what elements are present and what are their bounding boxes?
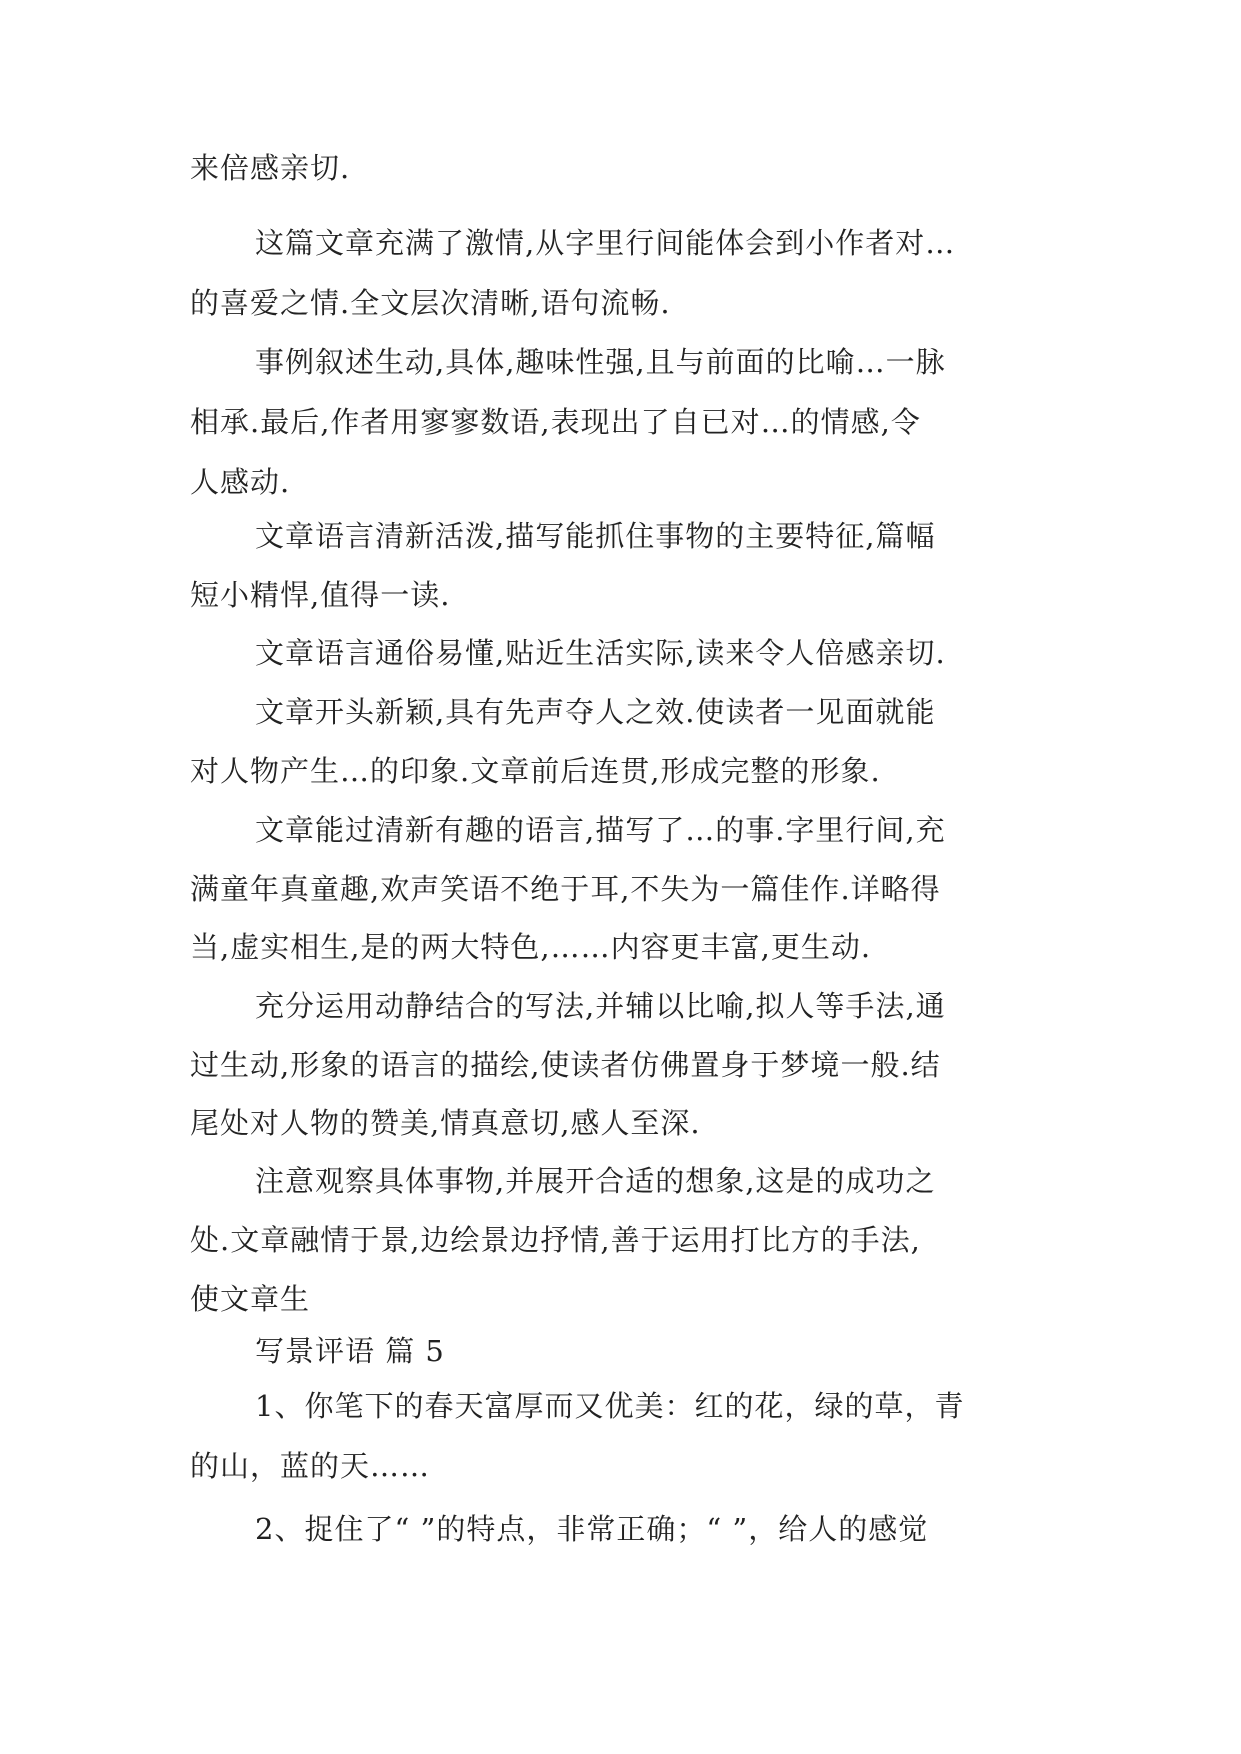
text-line: 2、捉住了“ ”的特点，非常正确；“ ”，给人的感觉 [255, 1512, 929, 1546]
text-line: 满童年真童趣,欢声笑语不绝于耳,不失为一篇佳作.详略得 [190, 872, 941, 906]
text-line: 的喜爱之情.全文层次清晰,语句流畅. [190, 286, 671, 320]
text-line: 处.文章融情于景,边绘景边抒情,善于运用打比方的手法, [190, 1223, 921, 1257]
text-line: 文章语言清新活泼,描写能抓住事物的主要特征,篇幅 [255, 519, 936, 553]
text-line: 1、你笔下的春天富厚而又优美：红的花，绿的草，青 [255, 1389, 965, 1423]
text-line: 短小精悍,值得一读. [190, 578, 451, 612]
text-line: 来倍感亲切. [190, 151, 351, 185]
text-line: 当,虚实相生,是的两大特色,……内容更丰富,更生动. [190, 930, 872, 964]
section-heading: 写景评语 篇 5 [255, 1334, 445, 1368]
text-line: 注意观察具体事物,并展开合适的想象,这是的成功之 [255, 1164, 936, 1198]
text-line: 相承.最后,作者用寥寥数语,表现出了自已对…的情感,令 [190, 405, 921, 439]
text-line: 尾处对人物的赞美,情真意切,感人至深. [190, 1106, 701, 1140]
text-line: 充分运用动静结合的写法,并辅以比喻,拟人等手法,通 [255, 989, 946, 1023]
text-line: 过生动,形象的语言的描绘,使读者仿佛置身于梦境一般.结 [190, 1048, 941, 1082]
text-line: 文章语言通俗易懂,贴近生活实际,读来令人倍感亲切. [255, 636, 946, 670]
text-line: 文章开头新颖,具有先声夺人之效.使读者一见面就能 [255, 695, 936, 729]
text-line: 对人物产生…的印象.文章前后连贯,形成完整的形象. [190, 754, 881, 788]
text-line: 的山，蓝的天…… [190, 1449, 431, 1483]
text-line: 这篇文章充满了激情,从字里行间能体会到小作者对… [255, 226, 956, 260]
text-line: 使文章生 [190, 1282, 311, 1316]
text-line: 文章能过清新有趣的语言,描写了…的事.字里行间,充 [255, 813, 946, 847]
text-line: 人感动. [190, 465, 291, 499]
text-line: 事例叙述生动,具体,趣味性强,且与前面的比喻…一脉 [255, 345, 946, 379]
